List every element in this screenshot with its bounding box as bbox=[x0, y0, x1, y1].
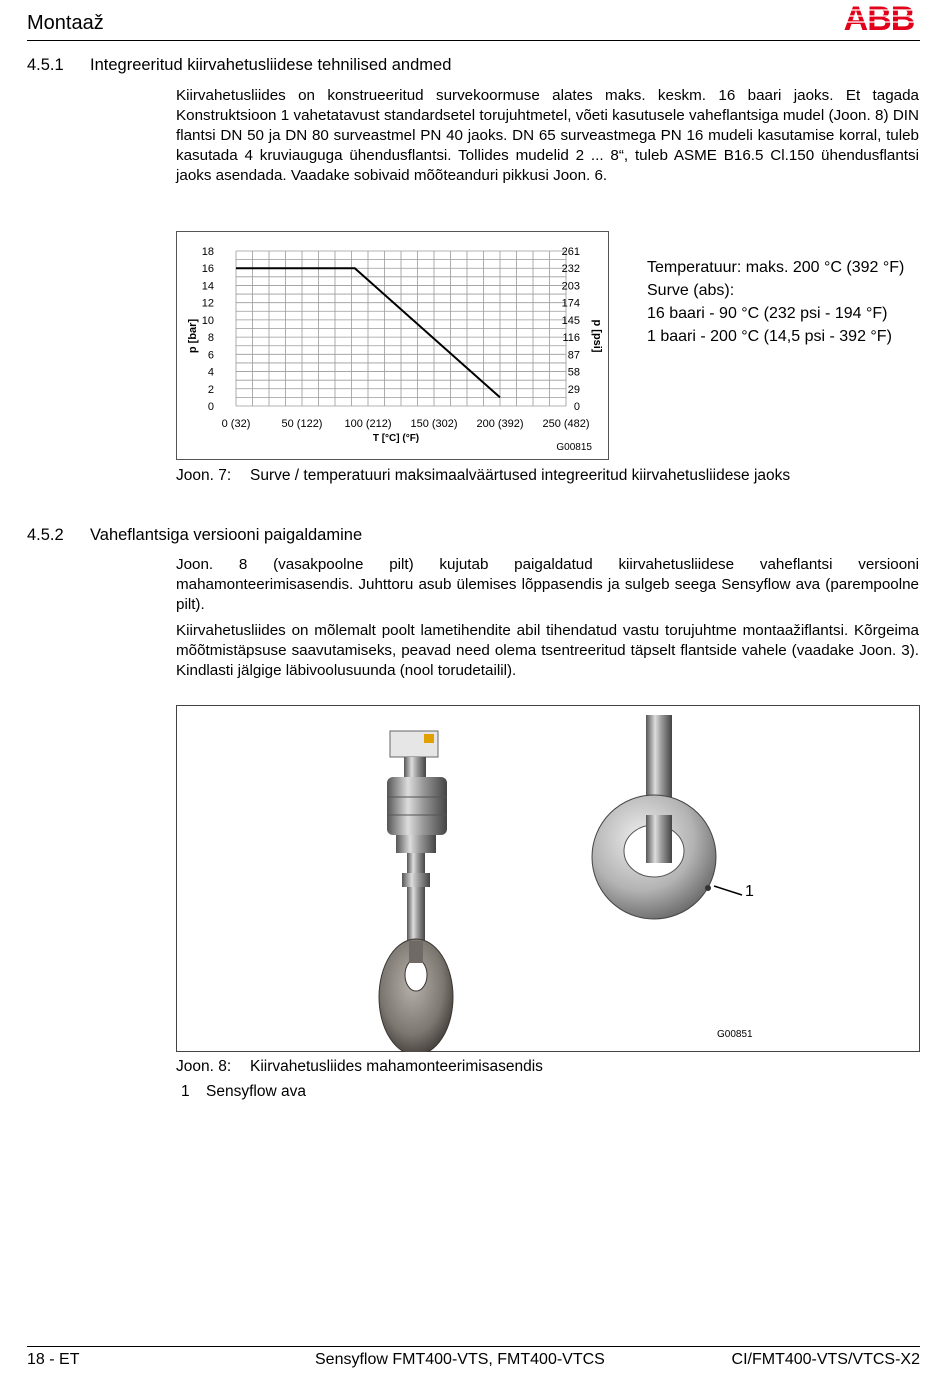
callout-line bbox=[714, 886, 742, 895]
page-header-title: Montaaž bbox=[27, 12, 104, 34]
header-rule bbox=[27, 40, 920, 41]
footer-rule bbox=[27, 1346, 920, 1347]
x-tick-label: 0 (32) bbox=[221, 418, 251, 430]
y-tick-label: 4 bbox=[207, 366, 214, 379]
y-tick-label: 10 bbox=[201, 314, 214, 327]
section-title: Vaheflantsiga versiooni paigaldamine bbox=[90, 526, 363, 544]
spec-pressure-low: 1 baari - 200 °C (14,5 psi - 392 °F) bbox=[647, 328, 892, 345]
section-paragraph: Joon. 8 (vasakpoolne pilt) kujutab paigaldatud kiirvahetusliidese vaheflantsi versiooni mahamonteerimisasendis. Juhttoru asub ülemises lõppasendis ja sulgeb seega Sensyflow ava (parempoolne pilt). bbox=[176, 556, 919, 613]
y2-tick-label: 261 bbox=[561, 246, 580, 258]
photo-callout-number: 1 bbox=[745, 883, 754, 900]
spec-temperature: Temperatuur: maks. 200 °C (392 °F) bbox=[647, 259, 905, 276]
x-axis-label: T [°C] (°F) bbox=[372, 433, 420, 444]
y2-tick-label: 145 bbox=[561, 314, 580, 327]
footer-doc-id: CI/FMT400-VTS/VTCS-X2 bbox=[731, 1351, 920, 1368]
chart-specs bbox=[647, 257, 920, 349]
y-tick-label: 8 bbox=[207, 332, 214, 345]
y-tick-label: 14 bbox=[201, 280, 214, 293]
pressure-temperature-chart bbox=[176, 231, 609, 460]
section-number: 4.5.1 bbox=[27, 56, 64, 74]
photo-code: G00851 bbox=[717, 1029, 753, 1040]
y-tick-label: 0 bbox=[207, 401, 214, 413]
section-number: 4.5.2 bbox=[27, 526, 64, 544]
figure8-photo bbox=[176, 705, 920, 1052]
abb-logo bbox=[838, 2, 920, 34]
y2-tick-label: 174 bbox=[561, 297, 580, 310]
device-left-image bbox=[379, 731, 453, 1052]
x-tick-label: 150 (302) bbox=[410, 418, 458, 430]
section-paragraph: Kiirvahetusliides on mõlemalt poolt lametihendite abil tihendatud vastu torujuhtme montaažiflantsi. Kõrgeima mõõtmistäpsuse saavutamiseks, peavad need olema tsentreeritud täpselt flantside vahele (vaadake Joon. 3). Kindlasti jälgige läbivoolusuunda (nool torudetailil). bbox=[176, 622, 919, 679]
y-tick-label: 6 bbox=[207, 349, 214, 362]
section-paragraph: Kiirvahetusliides on konstrueeritud survekoormuse alates maks. keskm. 16 baari jaoks. Et tagada Konstruktsioon 1 vahetatavust standardsetel torujuhtmetel, võeti kasutusele vaheflantsiga mudel (Joon. 8) DIN flantsi DN 50 ja DN 80 surveastmel PN 40 jaoks. DN 65 surveastmega PN 16 mudeli kasutamise korral, tuleb kasutada 4 kruviauguga ühendusflantsi. Tollides mudelid 2 ... 8“, tuleb ASME B16.5 Cl.150 ühendusflantsi jaoks asendada. Vaadake sobivaid mõõteanduri pikkusi Joon. 6. bbox=[176, 87, 919, 184]
y-tick-label: 16 bbox=[201, 263, 214, 276]
y2-tick-label: 232 bbox=[561, 263, 580, 276]
legend-item-number: 1 bbox=[181, 1083, 190, 1100]
figure7-label: Joon. 7: bbox=[176, 467, 232, 484]
x-tick-label: 250 (482) bbox=[542, 418, 590, 430]
figure7-caption: Surve / temperatuuri maksimaalväärtused integreeritud kiirvahetusliidese jaoks bbox=[250, 467, 791, 484]
legend-item-text: Sensyflow ava bbox=[206, 1083, 306, 1100]
figure8-label: Joon. 8: bbox=[176, 1058, 232, 1075]
y2-tick-label: 203 bbox=[561, 280, 580, 293]
spec-pressure-heading: Surve (abs): bbox=[647, 282, 735, 299]
device-right-image bbox=[592, 715, 742, 919]
y2-tick-label: 116 bbox=[562, 332, 580, 345]
section-title: Integreeritud kiirvahetusliidese tehnilised andmed bbox=[90, 56, 452, 74]
y-axis-label: p [bar] bbox=[187, 318, 199, 354]
y2-tick-label: 87 bbox=[567, 349, 580, 362]
y2-tick-label: 29 bbox=[567, 383, 580, 396]
footer-product: Sensyflow FMT400-VTS, FMT400-VTCS bbox=[315, 1351, 605, 1368]
x-tick-label: 100 (212) bbox=[344, 418, 392, 430]
chart-code: G00815 bbox=[556, 442, 592, 453]
figure8-caption: Kiirvahetusliides mahamonteerimisasendis bbox=[250, 1058, 543, 1075]
y-tick-label: 12 bbox=[201, 297, 214, 310]
y2-axis-label: p [psi] bbox=[591, 319, 603, 353]
svg-text:ABB: ABB bbox=[843, 2, 915, 34]
footer-page-number: 18 - ET bbox=[27, 1351, 80, 1368]
y2-tick-label: 58 bbox=[567, 366, 580, 379]
spec-pressure-high: 16 baari - 90 °C (232 psi - 194 °F) bbox=[647, 305, 888, 322]
y-tick-label: 2 bbox=[207, 383, 214, 396]
y-tick-label: 18 bbox=[201, 246, 214, 258]
y2-tick-label: 0 bbox=[573, 401, 580, 413]
x-tick-label: 200 (392) bbox=[476, 418, 524, 430]
x-tick-label: 50 (122) bbox=[281, 418, 323, 430]
